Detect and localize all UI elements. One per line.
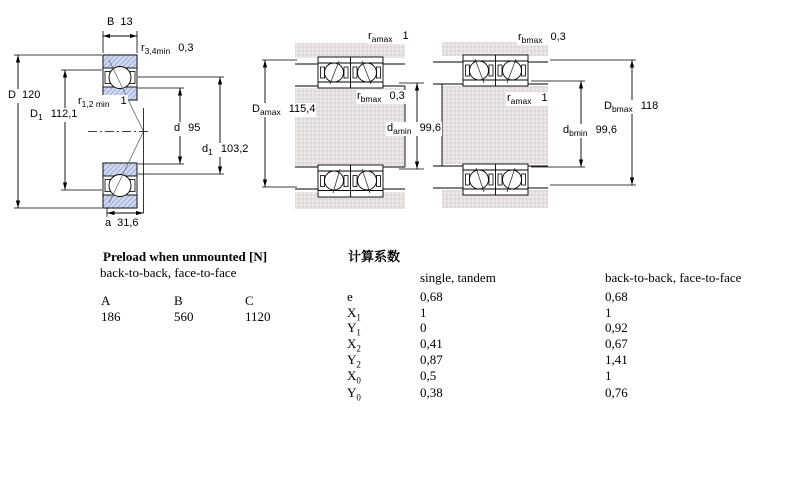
- cage: [466, 65, 470, 76]
- cage: [498, 174, 502, 185]
- factor-sym: X: [347, 305, 357, 320]
- dim-value: 0,3: [178, 42, 194, 54]
- dim-label-D: [7, 89, 41, 103]
- cage: [377, 67, 381, 78]
- factors-col-paired: back-to-back, face-to-face: [605, 270, 742, 285]
- factors-col-single: single, tandem: [420, 270, 496, 285]
- ball: [325, 171, 344, 190]
- dim-label-rbmax-right: [517, 31, 567, 45]
- ball: [358, 63, 377, 82]
- dim-value: 0,3: [389, 90, 405, 102]
- cage: [344, 67, 348, 78]
- preload-value-C: 1120: [245, 309, 271, 324]
- factor-single-X2: 0,41: [420, 336, 443, 351]
- bearing-pair-bottom: [463, 164, 528, 195]
- ball: [358, 171, 377, 190]
- dim-label-Damax: [251, 103, 316, 117]
- cage: [522, 174, 526, 185]
- bearing-pair-top: [463, 55, 528, 86]
- dim-label-d1: [201, 143, 249, 157]
- dim-subscript: amin: [393, 126, 412, 137]
- dim-label-Dbmax: [603, 100, 659, 114]
- dim-label-d: [173, 122, 201, 136]
- bearing-block-bottom: [103, 163, 137, 208]
- bearing-pair-top: [318, 57, 383, 88]
- dim-symbol: r: [368, 30, 372, 42]
- factor-sym: X: [347, 336, 357, 351]
- factor-paired-X2: 0,67: [605, 336, 628, 351]
- dim-value: 0,3: [550, 31, 566, 43]
- factor-symbol-Y1: [347, 320, 361, 338]
- dim-value: 1: [120, 95, 127, 107]
- preload-title: Preload when unmounted [N]: [103, 249, 268, 264]
- factor-sub: 0: [356, 375, 361, 386]
- dim-subscript: 3,4min: [144, 46, 171, 57]
- cage: [489, 65, 493, 76]
- factor-sym: X: [347, 368, 357, 383]
- factor-single-Y2: 0,87: [420, 352, 443, 367]
- dim-symbol: D: [604, 100, 612, 112]
- factor-sym: e: [347, 289, 353, 304]
- dim-value: 103,2: [220, 143, 249, 155]
- dim-value: 13: [120, 16, 133, 28]
- dim-subscript: 1: [37, 112, 43, 123]
- factor-sub: 1: [356, 312, 361, 323]
- factor-paired-X1: 1: [605, 305, 612, 320]
- dim-value: 31,6: [117, 217, 139, 229]
- cage: [522, 65, 526, 76]
- factor-sub: 0: [356, 392, 361, 403]
- factor-paired-Y0: 0,76: [605, 385, 628, 400]
- dim-subscript: amax: [371, 34, 393, 45]
- dim-subscript: 1: [208, 147, 213, 158]
- cage: [344, 176, 348, 187]
- dim-value: 1: [541, 92, 548, 104]
- preload-col-C: C: [245, 293, 254, 308]
- preload-subtitle: back-to-back, face-to-face: [100, 265, 237, 280]
- dim-label-ramax-middle: [367, 30, 410, 44]
- dim-value: 118: [640, 100, 659, 112]
- dim-symbol: r: [507, 92, 511, 104]
- factor-single-Y1: 0: [420, 320, 427, 335]
- bearing-block-top: [103, 55, 137, 100]
- preload-value-A: 186: [101, 309, 121, 324]
- factor-symbol-Y2: [347, 352, 361, 370]
- factor-sub: 2: [356, 343, 361, 354]
- factor-paired-X0: 1: [605, 368, 612, 383]
- dim-symbol: B: [107, 16, 115, 28]
- dim-symbol: d: [387, 122, 394, 134]
- dim-value: 99,6: [595, 124, 617, 136]
- factor-paired-Y1: 0,92: [605, 320, 628, 335]
- dim-label-r12min: [77, 95, 128, 109]
- preload-value-B: 560: [174, 309, 194, 324]
- dim-label-a: [104, 217, 140, 231]
- dim-label-dbmin: [562, 124, 618, 138]
- cage: [321, 67, 325, 78]
- factor-sym: Y: [347, 320, 357, 335]
- factor-symbol-X0: [347, 368, 361, 386]
- factor-sym: Y: [347, 352, 357, 367]
- preload-col-A: A: [101, 293, 111, 308]
- ball: [503, 170, 522, 189]
- factors-title: 计算系数: [348, 249, 401, 264]
- dim-symbol: D: [252, 103, 260, 115]
- factor-single-X0: 0,5: [420, 368, 437, 383]
- factor-sub: 2: [356, 359, 361, 370]
- factor-symbol-Y0: [347, 385, 361, 403]
- dim-symbol: a: [105, 217, 112, 229]
- dim-value: 112,1: [50, 108, 78, 120]
- dim-symbol: r: [141, 42, 145, 54]
- dim-subscript: bmax: [360, 94, 382, 105]
- factor-single-Y0: 0,38: [420, 385, 443, 400]
- dim-value: 115,4: [288, 103, 316, 115]
- dim-label-B: [106, 16, 134, 30]
- cage: [353, 176, 357, 187]
- cage: [466, 174, 470, 185]
- dim-value: 95: [188, 122, 201, 134]
- factor-sym: Y: [347, 385, 357, 400]
- bearing-pair-bottom: [318, 165, 383, 197]
- cage: [489, 174, 493, 185]
- dim-symbol: r: [518, 31, 522, 43]
- dim-symbol: d: [174, 122, 181, 134]
- ball: [109, 67, 131, 89]
- dimension-lines: [581, 60, 632, 185]
- dim-label-D1: [29, 108, 78, 122]
- dim-value: 1: [402, 30, 409, 42]
- factor-paired-Y2: 1,41: [605, 352, 628, 367]
- dim-subscript: bmin: [569, 128, 588, 139]
- ball: [109, 175, 131, 197]
- factor-symbol-X2: [347, 336, 361, 354]
- dim-symbol: D: [8, 89, 16, 101]
- dim-symbol: r: [78, 95, 82, 107]
- dim-symbol: D: [30, 108, 38, 120]
- dim-subscript: amax: [510, 96, 532, 107]
- factor-single-X1: 1: [420, 305, 427, 320]
- cage: [377, 176, 381, 187]
- dim-value: 120: [21, 89, 41, 101]
- cage: [498, 65, 502, 76]
- dim-subscript: bmax: [611, 104, 633, 115]
- factor-sub: 1: [356, 327, 361, 338]
- dim-subscript: 1,2 min: [81, 99, 110, 110]
- dim-symbol: d: [202, 143, 209, 155]
- dim-symbol: r: [357, 90, 361, 102]
- factor-paired-e: 0,68: [605, 289, 628, 304]
- preload-col-B: B: [174, 293, 183, 308]
- dim-symbol: d: [563, 124, 570, 136]
- ball: [470, 170, 489, 189]
- factor-symbol-e: [347, 289, 353, 307]
- dim-label-damin: [386, 122, 442, 136]
- cage: [321, 176, 325, 187]
- cage: [353, 67, 357, 78]
- dim-value: 99,6: [419, 122, 441, 134]
- dim-label-ramax-right: [506, 92, 549, 106]
- dimension-arrows: [579, 60, 634, 185]
- dim-label-rbmax-middle: [356, 90, 406, 104]
- factor-single-e: 0,68: [420, 289, 443, 304]
- ball: [325, 63, 344, 82]
- dim-label-r34min: [140, 42, 194, 56]
- dim-subscript: bmax: [521, 35, 543, 46]
- dim-subscript: amax: [259, 107, 281, 118]
